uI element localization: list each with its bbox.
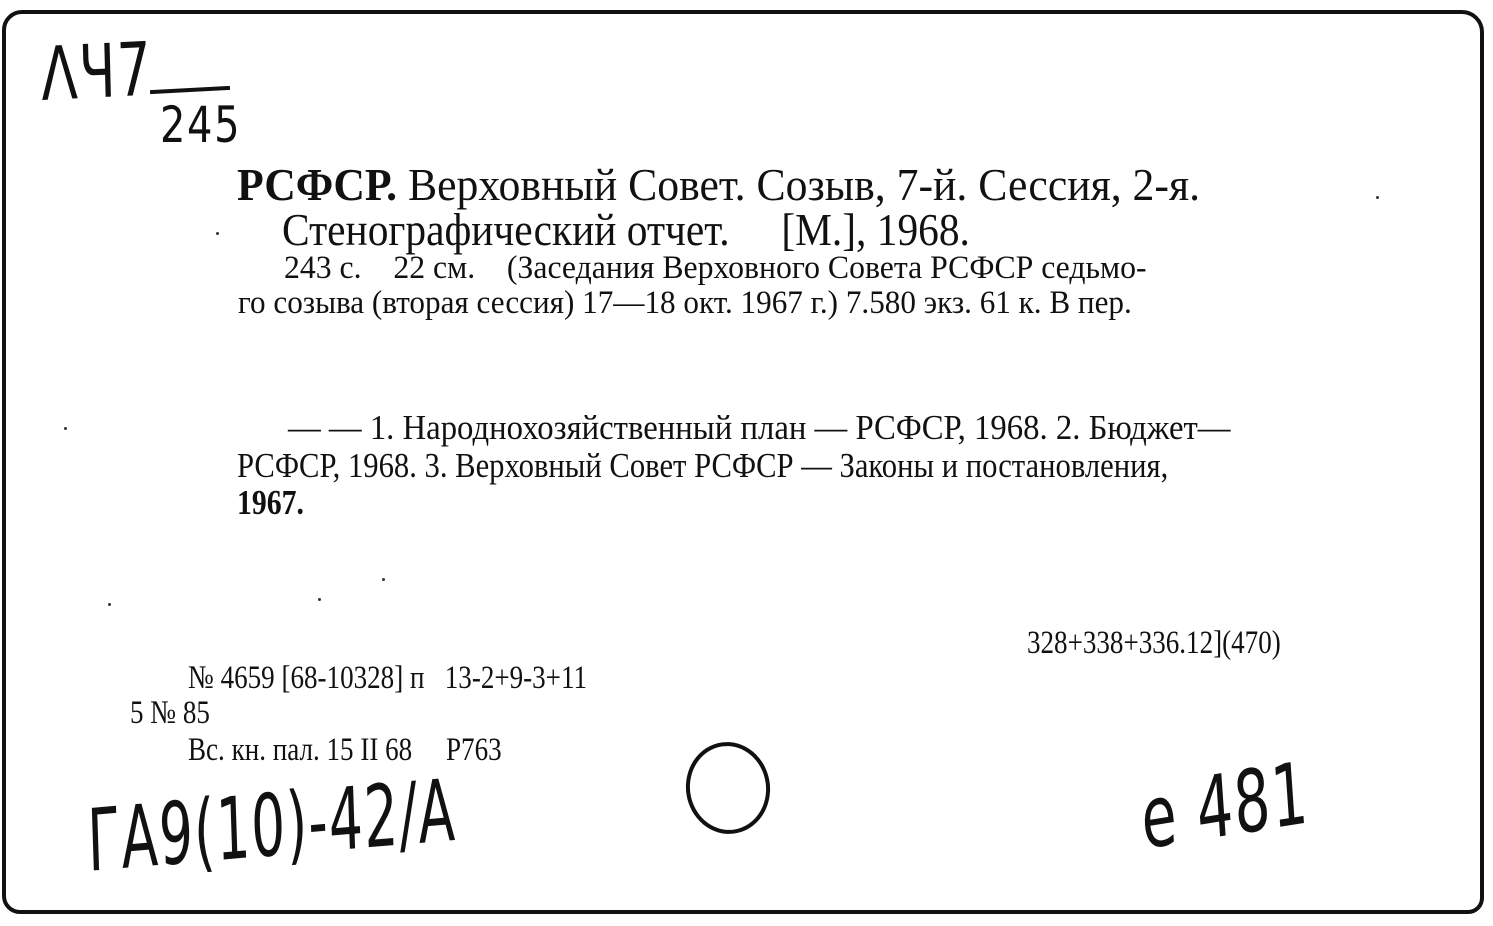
registration-line: Вс. кн. пал. 15 II 68 Р763 bbox=[188, 732, 502, 768]
speck-mark bbox=[1376, 196, 1379, 199]
subjects-line-2: РСФСР, 1968. 3. Верховный Совет РСФСР — Законы и постановления, bbox=[237, 446, 1169, 485]
title-line: Стенографический отчет. [М.], 1968. bbox=[282, 204, 970, 255]
catalog-number-line-2: 5 № 85 bbox=[130, 695, 210, 731]
description-line-2: го созыва (вторая сессия) 17—18 окт. 1967 г.) 7.580 экз. 61 к. В пер. bbox=[238, 285, 1132, 321]
subjects-line-1: — — 1. Народнохозяйственный план — РСФСР, 1968. 2. Бюджет— bbox=[288, 408, 1231, 447]
catalog-number-line: № 4659 [68-10328] п 13-2+9-3+11 bbox=[188, 660, 588, 696]
heading-bold: РСФСР. bbox=[237, 159, 398, 210]
shelfmark-main: ΛЧ7 bbox=[40, 26, 154, 118]
handwritten-inventory: e 481 bbox=[1138, 743, 1312, 870]
speck-mark bbox=[382, 578, 385, 581]
speck-mark bbox=[216, 232, 219, 235]
shelfmark-sub: 245 bbox=[160, 96, 242, 154]
description-line-1: 243 с. 22 см. (Заседания Верховного Совета РСФСР седьмо- bbox=[284, 250, 1147, 286]
speck-mark bbox=[64, 427, 67, 430]
heading-rest: Верховный Совет. Созыв, 7-й. Сессия, 2-я. bbox=[397, 159, 1201, 210]
handwritten-code: ГА9(10)-42/А bbox=[86, 760, 458, 892]
speck-mark bbox=[318, 598, 321, 601]
subjects-line-3: 1967. bbox=[237, 483, 304, 522]
speck-mark bbox=[108, 603, 111, 606]
classification-code: 328+338+336.12](470) bbox=[1027, 625, 1281, 661]
